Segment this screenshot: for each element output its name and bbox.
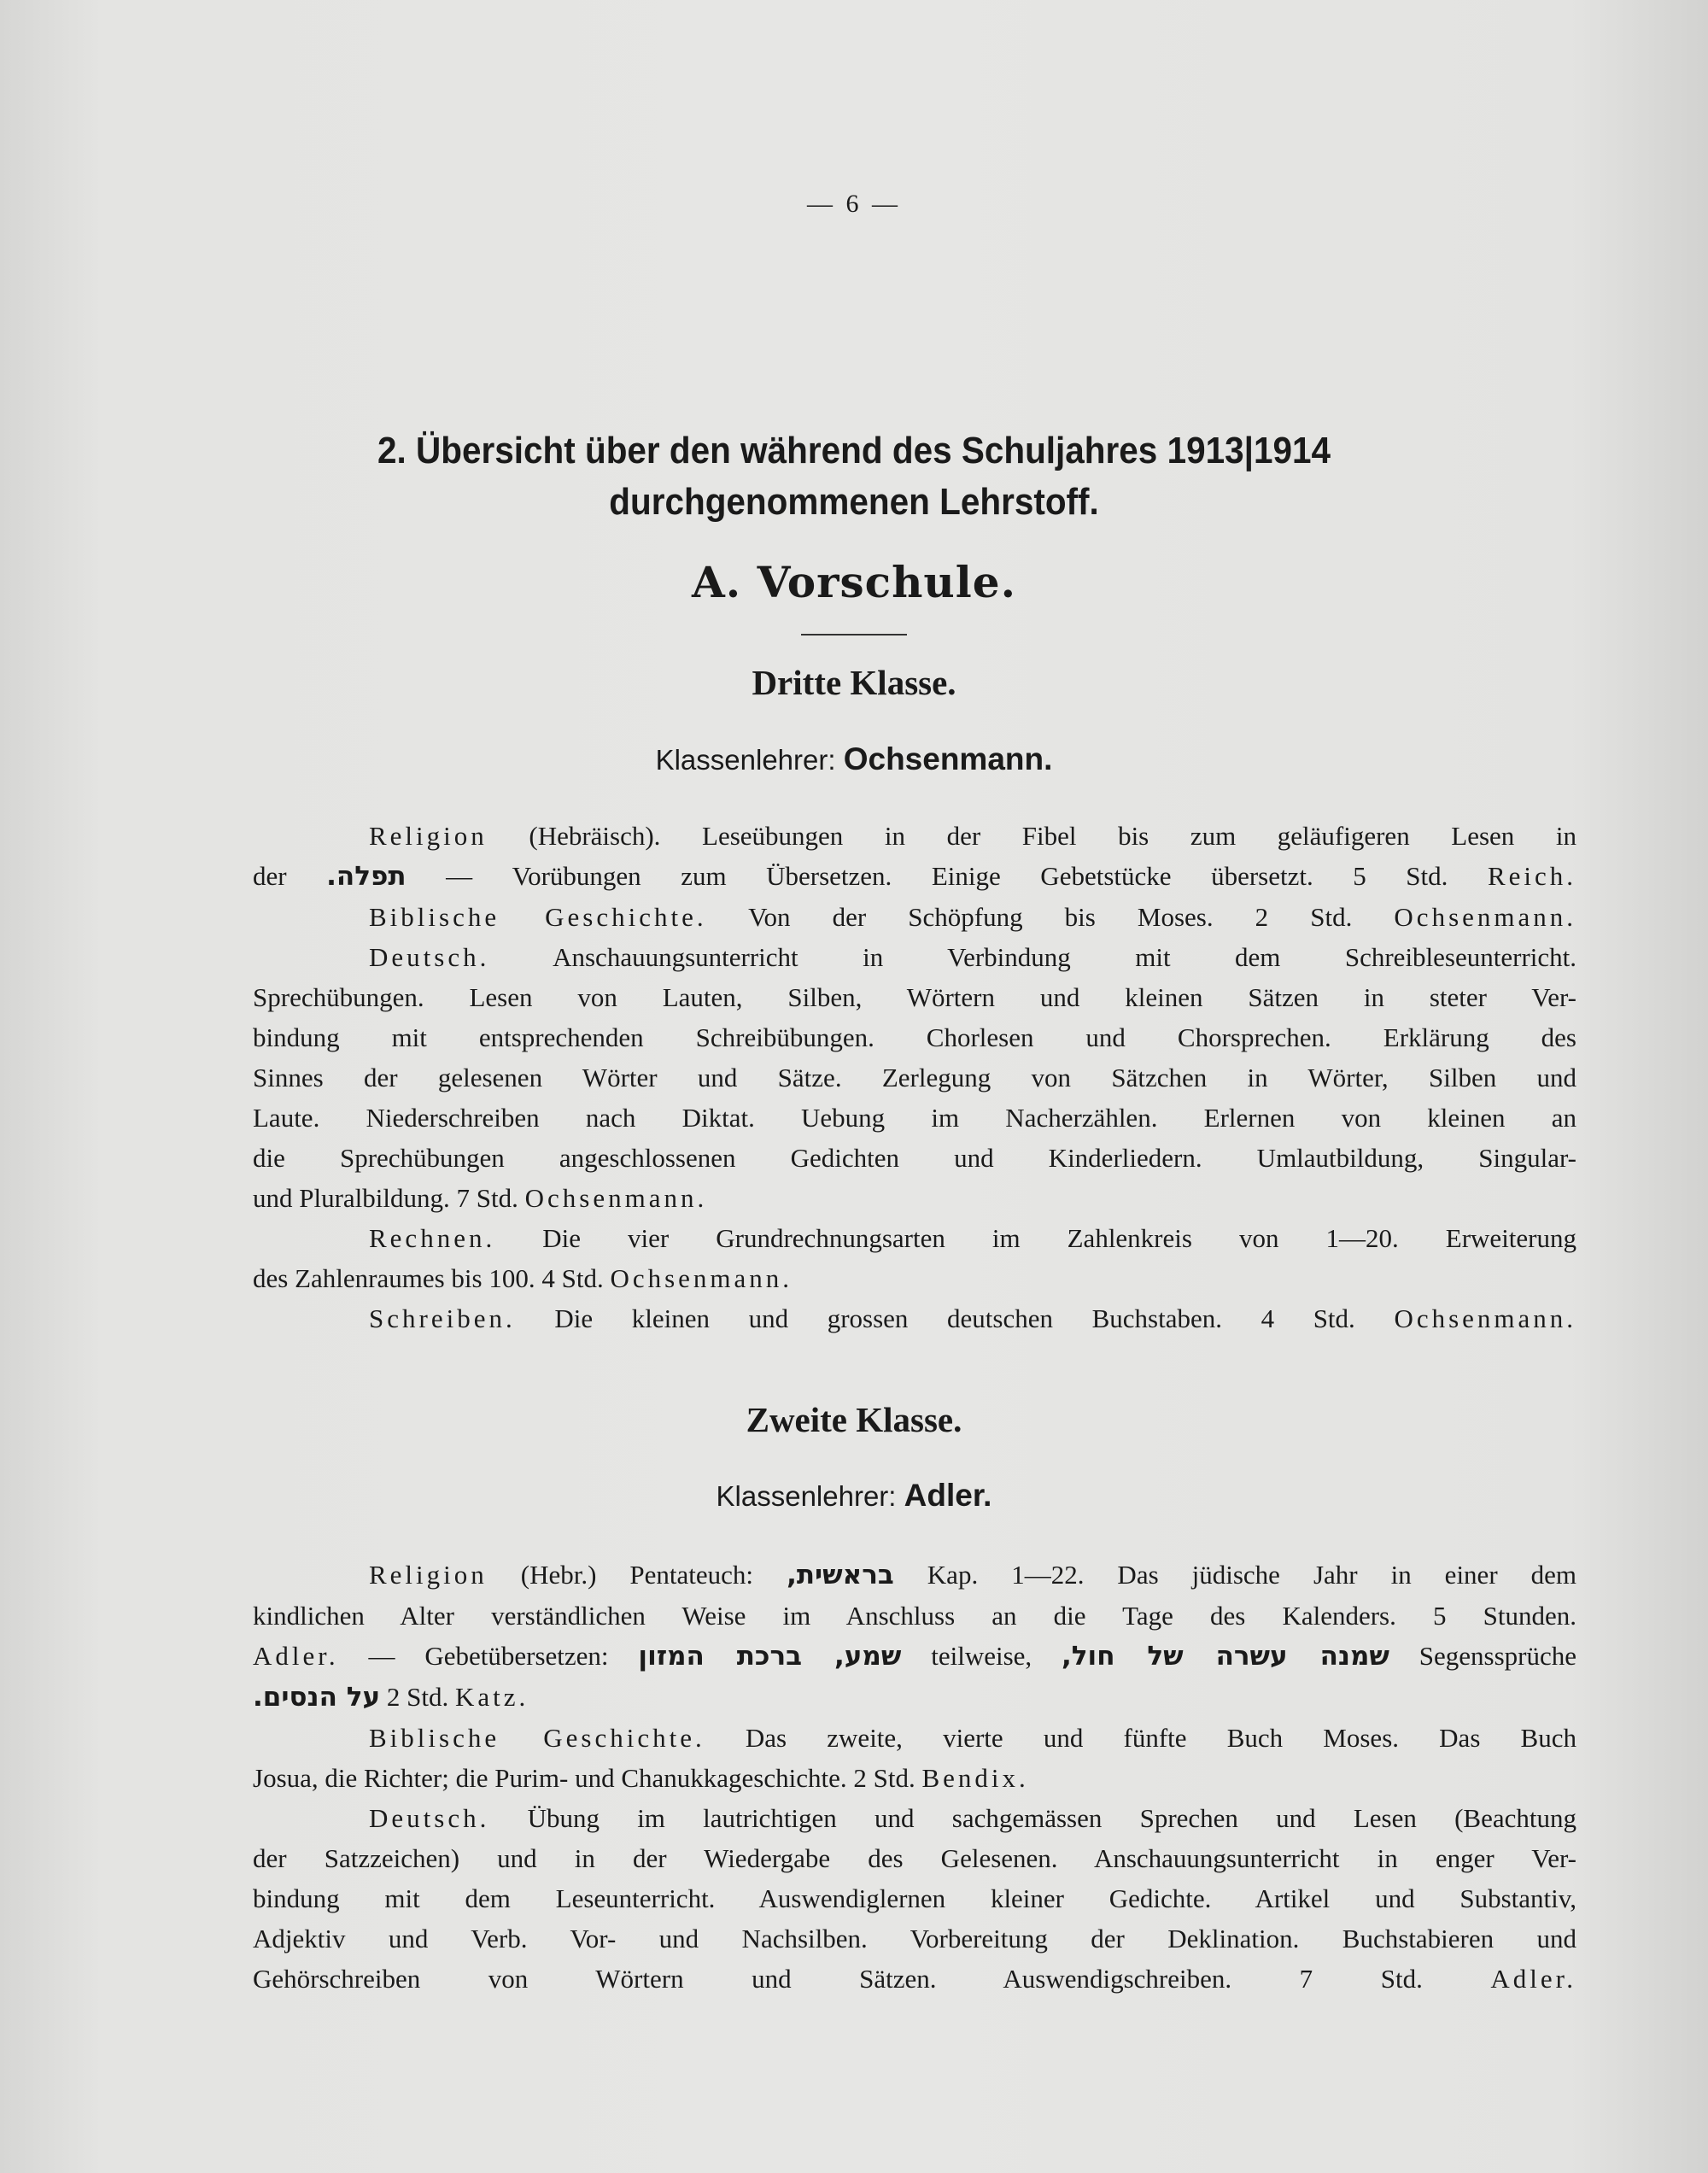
text-span: Übung im lautrichtigen und sachgemässen Sprechen und Lesen (Beachtung <box>527 1803 1576 1833</box>
text-span: — Vorübungen zum Übersetzen. Einige Gebetstücke übersetzt. 5 Std. <box>446 861 1448 891</box>
teacher-ref: Reich. <box>1487 861 1577 891</box>
class-teacher-line-dritte <box>0 741 1708 777</box>
text-line <box>253 937 1576 977</box>
text-span: 2 Std. <box>386 1682 449 1712</box>
text-line: Adjektiv und Verb. Vor- und Nachsilben. Vorbereitung der Deklination. Buchstabieren und <box>253 1924 1576 1953</box>
text-span: (Hebräisch). Leseübungen in der Fibel bis zum geläufigeren Lesen in <box>529 821 1576 851</box>
teacher-ref: Katz. <box>454 1682 529 1712</box>
text-line <box>253 897 1576 937</box>
text-line <box>253 1298 1576 1338</box>
text-line <box>253 1758 1576 1798</box>
text-line: bindung mit entsprechenden Schreibübungen. Chorlesen und Chorsprechen. Erklärung des <box>253 1022 1576 1052</box>
text-line: die Sprechübungen angeschlossenen Gedichten und Kinderliedern. Umlautbildung, Singular- <box>253 1143 1576 1173</box>
text-line <box>253 816 1576 856</box>
teacher-ref: Adler. <box>1490 1964 1577 1994</box>
text-line <box>253 1636 1576 1677</box>
hebrew-term: שמע, ברכת המזון <box>638 1641 902 1672</box>
text-line <box>253 1677 1576 1718</box>
text-span: der <box>253 861 287 891</box>
teacher-ref: Ochsenmann. <box>610 1263 793 1293</box>
text-line: Sprechübungen. Lesen von Lauten, Silben, Wörtern und kleinen Sätzen in steter Ver- <box>253 982 1576 1012</box>
text-line <box>253 1218 1576 1258</box>
subject-religion: Religion <box>369 821 488 851</box>
text-span: Das zweite, vierte und fünfte Buch Moses. Das Buch <box>745 1723 1576 1753</box>
subject-biblische-geschichte: Biblische Geschichte. <box>369 1723 705 1753</box>
text-line: Sinnes der gelesenen Wörter und Sätze. Zerlegung von Sätzchen in Wörter, Silben und <box>253 1063 1576 1092</box>
class-title-dritte: Dritte Klasse. <box>752 663 956 702</box>
text-line <box>253 1718 1576 1758</box>
text-span: Kap. 1—22. Das jüdische Jahr in einer dem <box>927 1560 1577 1590</box>
text-line: bindung mit dem Leseunterricht. Auswendiglernen kleiner Gedichte. Artikel und Substantiv, <box>253 1883 1576 1913</box>
curriculum-zweite-klasse <box>253 1555 1576 1999</box>
teacher-ref: Adler. <box>253 1641 339 1671</box>
text-span: des Zahlenraumes bis 100. 4 Std. <box>253 1263 604 1293</box>
text-span: — Gebetübersetzen: <box>368 1641 609 1671</box>
text-line <box>253 856 1576 897</box>
teacher-ref: Ochsenmann. <box>524 1183 708 1213</box>
teacher-ref: Ochsenmann. <box>1394 1303 1577 1333</box>
hebrew-term: תפלה. <box>326 861 407 892</box>
text-span: Segenssprüche <box>1418 1641 1577 1671</box>
teacher-label: Klassenlehrer: <box>655 744 836 776</box>
subject-schreiben: Schreiben. <box>369 1303 516 1333</box>
text-span: Die kleinen und grossen deutschen Buchstaben. 4 Std. <box>554 1303 1355 1333</box>
subject-biblische-geschichte: Biblische Geschichte. <box>369 902 707 932</box>
text-span: Von der Schöpfung bis Moses. 2 Std. <box>748 902 1353 932</box>
text-span: und Pluralbildung. 7 Std. <box>253 1183 518 1213</box>
class-teacher-line-zweite <box>0 1478 1708 1514</box>
section-divider <box>801 634 907 636</box>
text-line <box>253 1258 1576 1298</box>
text-line: der Satzzeichen) und in der Wiedergabe des Gelesenen. Anschauungsunterricht in enger Ver- <box>253 1843 1576 1873</box>
hebrew-term: בראשית, <box>787 1560 894 1590</box>
teacher-ref: Bendix. <box>921 1763 1029 1793</box>
subject-religion: Religion <box>369 1560 488 1590</box>
page-number: — 6 — <box>807 190 901 218</box>
teacher-name: Adler. <box>904 1478 992 1513</box>
text-span: (Hebr.) Pentateuch: <box>520 1560 754 1590</box>
subject-rechnen: Rechnen. <box>369 1223 496 1253</box>
subject-deutsch: Deutsch. <box>369 942 490 972</box>
text-line <box>253 1178 1576 1218</box>
teacher-ref: Ochsenmann. <box>1394 902 1577 932</box>
text-span: Gehörschreiben von Wörtern und Sätzen. Auswendigschreiben. 7 Std. <box>253 1964 1423 1994</box>
text-line <box>253 1555 1576 1596</box>
text-line: Laute. Niederschreiben nach Diktat. Uebung im Nacherzählen. Erlernen von kleinen an <box>253 1103 1576 1133</box>
text-line <box>253 1959 1576 1999</box>
text-span: Die vier Grundrechnungsarten im Zahlenkreis von 1—20. Erweiterung <box>542 1223 1576 1253</box>
text-span: Anschauungsunterricht in Verbindung mit dem Schreibleseunterricht. <box>553 942 1577 972</box>
class-title-zweite: Zweite Klasse. <box>746 1400 962 1439</box>
text-line <box>253 1798 1576 1838</box>
section-title-vorschule: A. Vorschule. <box>691 557 1017 607</box>
curriculum-dritte-klasse <box>253 816 1576 1338</box>
text-span: Josua, die Richter; die Purim- und Chanukkageschichte. 2 Std. <box>253 1763 915 1793</box>
overview-title-line1: 2. Übersicht über den während des Schuljahres 1913|1914 <box>377 430 1331 472</box>
hebrew-term: על הנסים. <box>253 1682 381 1713</box>
text-line: kindlichen Alter verständlichen Weise im Anschluss an die Tage des Kalenders. 5 Stunden. <box>253 1601 1576 1631</box>
overview-title-line2: durchgenommenen Lehrstoff. <box>609 481 1099 523</box>
teacher-name: Ochsenmann. <box>843 741 1053 776</box>
hebrew-term: שמנה עשרה של חול, <box>1062 1641 1389 1672</box>
teacher-label: Klassenlehrer: <box>716 1480 897 1512</box>
text-span: teilweise, <box>931 1641 1032 1671</box>
subject-deutsch: Deutsch. <box>369 1803 490 1833</box>
